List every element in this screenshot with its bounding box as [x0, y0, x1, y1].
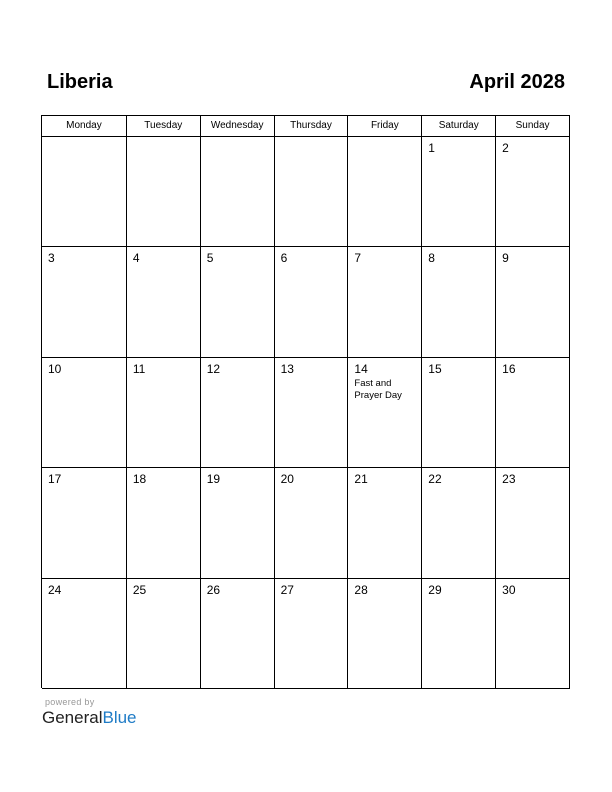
day-cell [127, 247, 201, 357]
brand-blue: Blue [102, 708, 137, 727]
day-number: 9 [502, 251, 509, 266]
day-cell [422, 247, 496, 357]
day-cell [201, 137, 275, 247]
day-cell [42, 137, 127, 247]
day-number: 14 [354, 361, 368, 376]
day-number: 1 [428, 141, 435, 155]
day-number: 3 [48, 251, 55, 266]
day-number: 2 [502, 141, 509, 155]
day-number: 20 [280, 472, 294, 487]
day-cell [275, 137, 349, 247]
day-number: 17 [48, 472, 62, 487]
day-number: 28 [354, 582, 368, 597]
week-row [42, 579, 570, 689]
day-cell [496, 358, 570, 468]
week-row [42, 358, 570, 468]
day-cell [127, 358, 201, 468]
day-cell [422, 468, 496, 578]
day-cell [422, 358, 496, 468]
day-number: 18 [132, 472, 147, 487]
day-number: 27 [280, 582, 294, 597]
brand-general: General [42, 708, 103, 727]
day-cell [201, 247, 275, 357]
day-number: 30 [502, 582, 516, 597]
day-cell [422, 579, 496, 689]
day-cell [127, 137, 201, 247]
day-cell [496, 468, 570, 578]
day-cell [348, 579, 422, 689]
day-number: 6 [280, 251, 288, 266]
day-cell [42, 468, 127, 578]
day-number: 29 [428, 582, 442, 597]
country-title: Liberia [47, 71, 113, 93]
day-cell [201, 468, 275, 578]
day-cell [275, 358, 349, 468]
day-cell [42, 358, 127, 468]
day-number: 25 [132, 582, 147, 597]
day-cell [422, 137, 496, 247]
day-cell [275, 468, 349, 578]
day-number: 15 [428, 361, 442, 376]
day-number: 11 [132, 361, 146, 376]
weekday-header: Friday [348, 116, 422, 137]
holiday-label: Fast and Prayer Day [354, 377, 402, 402]
weekday-header: Wednesday [201, 116, 275, 137]
weekday-header-row [42, 116, 570, 137]
day-cell [496, 137, 570, 247]
weekday-header: Tuesday [127, 116, 201, 137]
day-number: 19 [206, 472, 221, 487]
day-cell [275, 247, 349, 357]
day-number: 7 [354, 251, 362, 266]
day-number: 21 [354, 472, 368, 487]
day-number: 10 [48, 361, 62, 376]
day-cell [201, 358, 275, 468]
day-cell [496, 579, 570, 689]
day-number: 16 [502, 361, 516, 376]
day-number: 5 [206, 251, 214, 266]
day-number: 24 [48, 582, 62, 597]
generalblue-logo [42, 708, 137, 728]
day-cell [348, 247, 422, 357]
day-number: 4 [132, 251, 140, 266]
weekday-header: Thursday [275, 116, 349, 137]
weekday-header: Saturday [422, 116, 496, 137]
day-cell [127, 468, 201, 578]
week-row [42, 468, 570, 578]
day-number: 12 [206, 361, 221, 376]
day-cell [348, 358, 422, 468]
week-row [42, 137, 570, 247]
day-cell [348, 137, 422, 247]
calendar-grid [41, 115, 570, 688]
weekday-header: Monday [42, 116, 127, 137]
day-cell [201, 579, 275, 689]
week-row [42, 247, 570, 357]
day-cell [42, 247, 127, 357]
day-number: 13 [280, 361, 294, 376]
day-cell [496, 247, 570, 357]
day-number: 22 [428, 472, 442, 487]
weekday-header: Sunday [496, 116, 570, 137]
day-cell [42, 579, 127, 689]
day-cell [275, 579, 349, 689]
day-cell [348, 468, 422, 578]
day-number: 23 [502, 472, 516, 487]
day-number: 26 [206, 582, 221, 597]
powered-by-text: powered by [45, 697, 95, 707]
month-title: April 2028 [469, 71, 565, 93]
day-cell [127, 579, 201, 689]
day-number: 8 [428, 251, 435, 266]
